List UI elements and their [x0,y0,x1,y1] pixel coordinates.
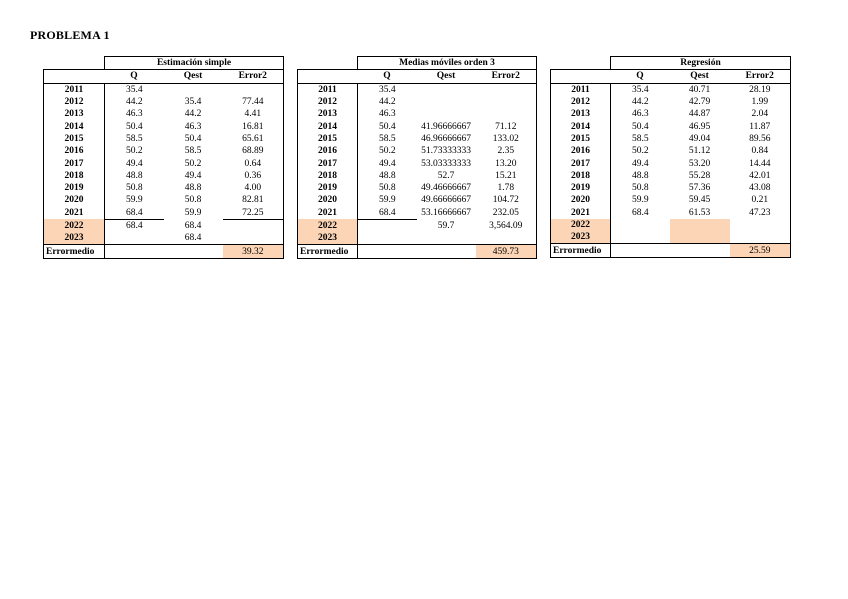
q-cell [611,231,670,244]
error-mean-spacer [417,245,476,258]
year-cell: 2014 [551,120,611,132]
year-cell: 2018 [298,170,358,182]
year-cell: 2018 [551,170,611,182]
q-cell: 44.2 [631,97,649,108]
error-mean-spacer [164,245,223,258]
col-header-year [551,70,611,83]
error-cell [223,219,284,232]
table-row [298,194,537,206]
qest-cell: 51.12 [688,146,711,157]
col-header-q: Q [358,70,417,83]
table-row [44,83,284,96]
table-row [298,83,537,96]
q-cell: 58.5 [631,133,649,144]
year-cell: 2019 [298,182,358,194]
q-cell: 68.4 [358,207,417,220]
q-cell: 50.4 [631,121,649,132]
qest-cell: 48.8 [184,183,202,194]
year-cell: 2021 [44,207,105,220]
q-cell: 49.4 [631,158,649,169]
year-cell: 2020 [44,194,105,206]
qest-cell: 46.3 [184,121,202,132]
regresion-table [550,56,791,258]
table-row [298,133,537,145]
qest-cell: 44.87 [688,109,711,120]
table-row [44,145,284,157]
q-cell: 35.4 [631,84,649,95]
error-cell [730,219,791,231]
year-cell: 2011 [298,83,358,96]
col-header-error: Error2 [730,70,791,83]
table-row [44,182,284,194]
table-row [44,170,284,182]
error-cell [476,108,537,120]
page-title: PROBLEMA 1 [30,28,110,42]
year-cell: 2018 [44,170,105,182]
error-cell: 133.02 [476,133,537,145]
error-cell: 42.01 [730,170,791,182]
q-cell: 59.9 [378,195,396,206]
error-cell: 14.44 [730,157,791,169]
table-row [551,83,791,96]
qest-cell: 59.9 [184,207,202,218]
error-mean-value: 25.59 [730,244,791,257]
table-row [44,108,284,120]
year-cell: 2016 [298,145,358,157]
table-row [298,170,537,182]
error-cell: 89.56 [730,133,791,145]
table-row [551,207,791,219]
table-row [551,145,791,157]
error-cell: 0.36 [223,170,284,182]
qest-cell: 52.7 [437,170,455,181]
error-mean-spacer [105,245,164,258]
q-cell: 35.4 [125,84,143,95]
qest-cell: 46.96666667 [421,133,471,144]
error-cell: 28.19 [730,83,791,96]
error-cell [223,83,284,96]
error-cell: 11.87 [730,120,791,132]
error-mean-spacer [358,245,417,258]
q-cell: 48.8 [125,170,143,181]
q-cell: 48.8 [378,170,396,181]
year-cell: 2023 [551,231,611,244]
spacer-cell [44,57,105,70]
qest-cell: 55.28 [688,170,711,181]
year-cell: 2023 [44,232,105,245]
qest-cell: 42.79 [688,97,711,108]
qest-cell [417,83,476,96]
table-row [298,96,537,108]
table-row [44,96,284,108]
q-cell: 68.4 [631,207,649,218]
error-cell: 47.23 [730,207,791,219]
year-cell: 2012 [551,96,611,108]
year-cell: 2013 [551,108,611,120]
year-cell: 2020 [298,194,358,206]
year-cell: 2022 [44,219,105,232]
error-cell: 3,564.09 [476,219,537,232]
table-row [551,157,791,169]
qest-cell: 53.20 [688,158,711,169]
error-mean-value: 39.32 [223,245,284,258]
col-header-qest: Qest [670,70,730,83]
year-cell: 2016 [551,145,611,157]
year-cell: 2011 [551,83,611,96]
qest-cell: 53.16666667 [421,207,471,218]
error-cell: 2.04 [730,108,791,120]
qest-cell: 41.96666667 [421,121,471,132]
qest-cell: 50.4 [184,133,202,144]
table-row [551,182,791,194]
year-cell: 2017 [298,157,358,169]
table-row [551,108,791,120]
error-cell: 0.21 [730,194,791,206]
error-mean-label: Errormedio [298,245,358,258]
qest-cell: 59.7 [437,220,455,231]
error-cell: 43.08 [730,182,791,194]
table-row [551,96,791,108]
table-row [298,207,537,220]
qest-cell: 49.04 [688,133,711,144]
error-cell: 65.61 [223,133,284,145]
q-cell: 50.8 [631,183,649,194]
error-cell: 4.41 [223,108,284,120]
table-row [551,170,791,182]
q-cell [358,232,417,245]
q-cell: 49.4 [125,158,143,169]
table-row [44,207,284,220]
q-cell: 35.4 [378,84,396,95]
year-cell: 2019 [551,182,611,194]
year-cell: 2011 [44,83,105,96]
qest-cell: 49.4 [184,170,202,181]
error-cell [476,83,537,96]
q-cell: 68.4 [125,221,143,231]
qest-cell [417,96,476,108]
qest-cell: 50.8 [184,195,202,206]
error-cell: 0.64 [223,157,284,169]
year-cell: 2015 [44,133,105,145]
error-mean-label: Errormedio [551,244,611,257]
table-row [298,182,537,194]
year-cell: 2016 [44,145,105,157]
table-row [44,120,284,132]
qest-cell: 46.95 [688,121,711,132]
qest-cell: 50.2 [184,158,202,169]
qest-cell [417,108,476,120]
qest-cell: 58.5 [184,146,202,157]
year-cell: 2021 [298,207,358,220]
year-cell: 2020 [551,194,611,206]
qest-cell: 68.4 [184,233,202,244]
qest-cell: 68.4 [184,220,202,231]
qest-cell [670,231,730,244]
q-cell: 50.2 [631,146,649,157]
qest-cell [670,219,730,231]
q-cell: 49.4 [378,158,396,169]
year-cell: 2015 [551,133,611,145]
error-cell: 68.89 [223,145,284,157]
col-header-q: Q [105,70,164,83]
section-title: Estimación simple [105,57,284,70]
error-cell [730,231,791,244]
error-cell: 104.72 [476,194,537,206]
qest-cell: 51.73333333 [421,146,471,157]
q-cell: 50.4 [125,121,143,132]
year-cell: 2014 [44,120,105,132]
year-cell: 2022 [298,219,358,232]
table-row [551,194,791,206]
table-row [551,219,791,231]
year-cell: 2015 [298,133,358,145]
error-cell: 72.25 [223,207,284,220]
table-row [298,108,537,120]
year-cell: 2013 [298,108,358,120]
spacer-cell [551,57,611,70]
qest-cell [164,83,223,96]
col-header-qest: Qest [417,70,476,83]
year-cell: 2012 [44,96,105,108]
error-cell: 13.20 [476,157,537,169]
section-title: Regresión [611,57,791,70]
table-row [298,120,537,132]
error-cell: 71.12 [476,120,537,132]
q-cell [358,219,417,232]
error-cell: 77.44 [223,96,284,108]
table-row [44,157,284,169]
qest-cell: 61.53 [688,207,711,218]
q-cell: 58.5 [125,133,143,144]
year-cell: 2017 [551,157,611,169]
qest-cell: 44.2 [184,109,202,120]
col-header-year [298,70,358,83]
col-header-year [44,70,105,83]
table-row [298,232,537,245]
q-cell: 44.2 [125,97,143,108]
table-row [44,232,284,245]
col-header-error: Error2 [476,70,537,83]
q-cell: 50.8 [125,183,143,194]
col-header-error: Error2 [223,70,284,83]
error-cell: 15.21 [476,170,537,182]
year-cell: 2019 [44,182,105,194]
year-cell: 2022 [551,219,611,231]
table-row [298,157,537,169]
spacer-cell [298,57,358,70]
error-mean-label: Errormedio [44,245,105,258]
q-cell: 44.2 [378,97,396,108]
q-cell: 59.9 [125,195,143,206]
estimacion-simple-table [43,56,284,259]
year-cell: 2014 [298,120,358,132]
error-mean-value: 459.73 [476,245,537,258]
q-cell [105,232,164,245]
error-mean-spacer [611,244,670,257]
error-cell: 2.35 [476,145,537,157]
medias-moviles-table [297,56,537,259]
table-row [298,219,537,232]
q-cell: 50.2 [125,146,143,157]
qest-cell: 49.46666667 [421,183,471,194]
error-cell: 232.05 [476,207,537,220]
section-title: Medias móviles orden 3 [358,57,537,70]
table-row [298,145,537,157]
qest-cell: 59.45 [688,195,711,206]
year-cell: 2013 [44,108,105,120]
q-cell: 48.8 [631,170,649,181]
q-cell: 50.4 [378,121,396,132]
error-cell [476,232,537,245]
col-header-qest: Qest [164,70,223,83]
table-row [44,194,284,206]
error-cell: 1.99 [730,96,791,108]
error-cell: 4.00 [223,182,284,194]
q-cell: 50.2 [378,146,396,157]
q-cell: 68.4 [105,207,164,220]
qest-cell: 40.71 [688,84,711,95]
table-row [44,219,284,232]
q-cell: 59.9 [631,195,649,206]
q-cell: 58.5 [378,133,396,144]
q-cell: 46.3 [378,109,396,120]
table-row [551,133,791,145]
q-cell: 50.8 [378,183,396,194]
qest-cell [417,232,476,245]
error-cell: 16.81 [223,120,284,132]
table-row [551,231,791,244]
q-cell: 46.3 [125,109,143,120]
qest-cell: 49.66666667 [421,195,471,206]
error-mean-spacer [670,244,730,257]
year-cell: 2021 [551,207,611,219]
error-cell [476,96,537,108]
table-row [44,133,284,145]
error-cell: 82.81 [223,194,284,206]
year-cell: 2017 [44,157,105,169]
q-cell [611,219,670,231]
qest-cell: 57.36 [688,183,711,194]
qest-cell: 53.03333333 [421,158,471,169]
year-cell: 2012 [298,96,358,108]
error-cell: 1.78 [476,182,537,194]
table-row [551,120,791,132]
qest-cell: 35.4 [184,97,202,108]
error-cell [223,232,284,245]
q-cell: 46.3 [631,109,649,120]
year-cell: 2023 [298,232,358,245]
error-cell: 0.84 [730,145,791,157]
col-header-q: Q [611,70,670,83]
